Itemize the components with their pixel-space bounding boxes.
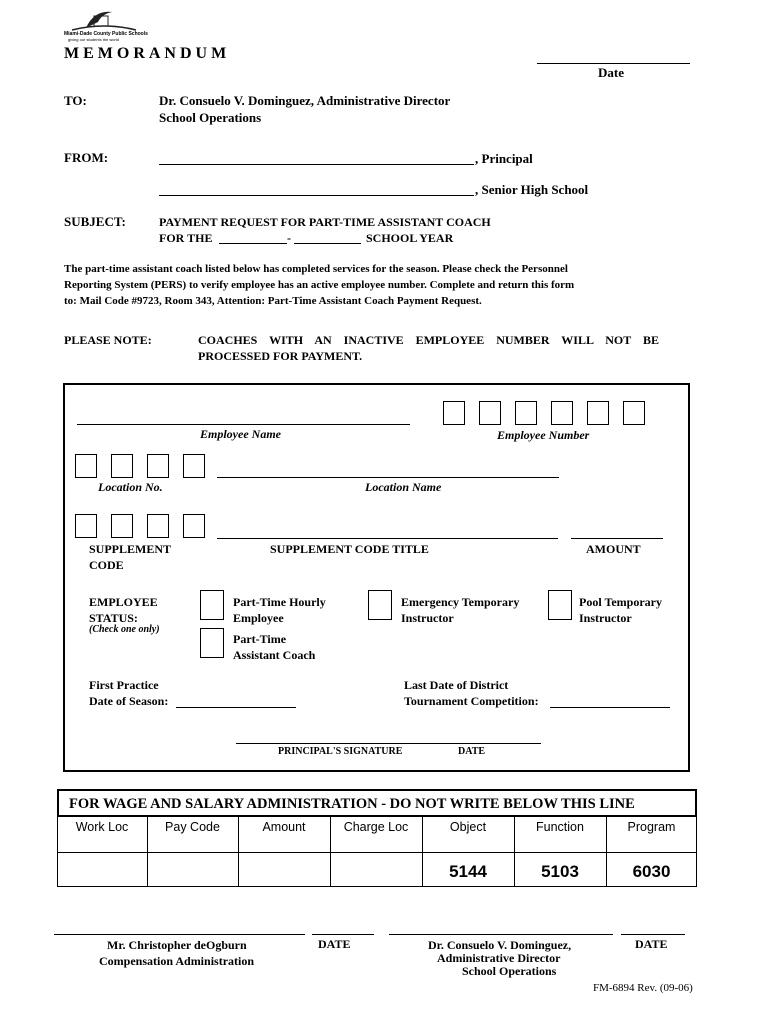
compensation-signature-field[interactable] bbox=[54, 934, 305, 935]
location-no-digit-4[interactable] bbox=[183, 454, 205, 478]
date-label: Date bbox=[598, 65, 624, 80]
part-time-hourly-label-2: Employee bbox=[233, 611, 284, 625]
part-time-assistant-coach-label-2: Assistant Coach bbox=[233, 648, 316, 662]
director-date-label: DATE bbox=[635, 937, 668, 951]
employee-status-hint: (Check one only) bbox=[89, 624, 160, 635]
form-number: FM-6894 Rev. (09-06) bbox=[593, 982, 693, 994]
admin-banner bbox=[57, 789, 697, 817]
subject-for-the: FOR THE bbox=[159, 231, 213, 245]
supplement-code-label: SUPPLEMENT bbox=[89, 542, 172, 556]
admin-cell-object: 5144 bbox=[449, 862, 487, 881]
emergency-temporary-checkbox[interactable] bbox=[368, 590, 392, 620]
amount-label: AMOUNT bbox=[586, 542, 641, 556]
director-signer-name: Dr. Consuelo V. Dominguez, bbox=[428, 938, 572, 952]
school-suffix: , Senior High School bbox=[475, 182, 589, 197]
pool-temporary-checkbox[interactable] bbox=[548, 590, 572, 620]
employee-number-digit-1[interactable] bbox=[443, 401, 465, 425]
employee-number-digit-4[interactable] bbox=[551, 401, 573, 425]
part-time-assistant-coach-checkbox[interactable] bbox=[200, 628, 224, 658]
supplement-code-digit-1[interactable] bbox=[75, 514, 97, 538]
last-date-label-2: Tournament Competition: bbox=[404, 694, 539, 708]
school-year-end-field[interactable] bbox=[294, 243, 361, 244]
admin-col-header-function: Function bbox=[536, 820, 584, 834]
date-line bbox=[537, 63, 690, 64]
supplement-code-label-2: CODE bbox=[89, 558, 124, 572]
school-name-field[interactable] bbox=[159, 195, 474, 196]
admin-cell-amount[interactable] bbox=[238, 862, 330, 886]
supplement-code-digit-3[interactable] bbox=[147, 514, 169, 538]
supplement-title-label: SUPPLEMENT CODE TITLE bbox=[270, 542, 429, 556]
director-signer-department: School Operations bbox=[462, 964, 557, 978]
school-district-logo-icon bbox=[64, 8, 144, 32]
director-signature-field[interactable] bbox=[389, 934, 613, 935]
intro-line3: to: Mail Code #9723, Room 343, Attention: Part-Time Assistant Coach Payment Request. bbox=[64, 295, 482, 307]
admin-banner-text: FOR WAGE AND SALARY ADMINISTRATION - DO NOT WRITE BELOW THIS LINE bbox=[69, 796, 635, 812]
admin-cell-pay-code[interactable] bbox=[147, 862, 238, 886]
to-department: School Operations bbox=[159, 110, 262, 125]
principal-suffix: , Principal bbox=[475, 151, 533, 166]
location-no-digit-3[interactable] bbox=[147, 454, 169, 478]
school-year-suffix: SCHOOL YEAR bbox=[366, 231, 454, 245]
first-practice-label: First Practice bbox=[89, 678, 159, 692]
pool-temporary-label: Pool Temporary bbox=[579, 595, 662, 609]
employee-number-digit-3[interactable] bbox=[515, 401, 537, 425]
first-practice-label-2: Date of Season: bbox=[89, 694, 169, 708]
pool-temporary-label-2: Instructor bbox=[579, 611, 632, 625]
admin-col-header-pay-code: Pay Code bbox=[165, 820, 220, 834]
school-year-start-field[interactable] bbox=[219, 243, 287, 244]
employee-number-digit-2[interactable] bbox=[479, 401, 501, 425]
principal-name-field[interactable] bbox=[159, 164, 474, 165]
emergency-temporary-label: Emergency Temporary bbox=[401, 595, 520, 609]
school-year-dash: - bbox=[287, 231, 291, 245]
from-label: FROM: bbox=[64, 150, 109, 165]
part-time-assistant-coach-label: Part-Time bbox=[233, 632, 287, 646]
admin-cell-work-loc[interactable] bbox=[57, 862, 147, 886]
district-logo bbox=[64, 8, 148, 44]
employee-number-digit-5[interactable] bbox=[587, 401, 609, 425]
emergency-temporary-label-2: Instructor bbox=[401, 611, 454, 625]
part-time-hourly-checkbox[interactable] bbox=[200, 590, 224, 620]
request-form-box bbox=[63, 383, 690, 772]
note-label: PLEASE NOTE: bbox=[64, 333, 152, 347]
employee-status-label-2: STATUS: bbox=[89, 611, 138, 625]
note-line2: PROCESSED FOR PAYMENT. bbox=[198, 349, 363, 363]
part-time-hourly-label: Part-Time Hourly bbox=[233, 595, 326, 609]
supplement-code-digit-2[interactable] bbox=[111, 514, 133, 538]
admin-col-header-amount: Amount bbox=[262, 820, 306, 834]
admin-cell-function: 5103 bbox=[541, 862, 579, 881]
compensation-date-label: DATE bbox=[318, 937, 351, 951]
logo-org-name: Miami-Dade County Public Schools bbox=[64, 31, 148, 37]
page-title: MEMORANDUM bbox=[64, 45, 231, 62]
compensation-date-field[interactable] bbox=[312, 934, 374, 935]
compensation-signer-name: Mr. Christopher deOgburn bbox=[107, 938, 247, 952]
admin-col-header-work-loc: Work Loc bbox=[75, 820, 129, 834]
to-recipient: Dr. Consuelo V. Dominguez, Administrative Director bbox=[159, 93, 451, 108]
principal-signature-date-label: DATE bbox=[458, 746, 486, 757]
admin-col-header-charge-loc: Charge Loc bbox=[343, 820, 409, 834]
supplement-title-field[interactable] bbox=[217, 538, 558, 539]
subject-line1: PAYMENT REQUEST FOR PART-TIME ASSISTANT COACH bbox=[159, 215, 491, 229]
subject-label: SUBJECT: bbox=[64, 214, 126, 229]
location-name-label: Location Name bbox=[365, 480, 442, 494]
location-no-digit-1[interactable] bbox=[75, 454, 97, 478]
admin-cell-charge-loc[interactable] bbox=[330, 862, 422, 886]
compensation-signer-title: Compensation Administration bbox=[99, 954, 255, 968]
last-date-field[interactable] bbox=[550, 707, 670, 708]
principal-signature-label: PRINCIPAL'S SIGNATURE bbox=[278, 746, 403, 757]
first-practice-date-field[interactable] bbox=[176, 707, 296, 708]
location-no-digit-2[interactable] bbox=[111, 454, 133, 478]
employee-number-digit-6[interactable] bbox=[623, 401, 645, 425]
last-date-label: Last Date of District bbox=[404, 678, 509, 692]
intro-line1: The part-time assistant coach listed below has completed services for the season. Please check the Personnel bbox=[64, 263, 568, 275]
employee-status-label: EMPLOYEE bbox=[89, 595, 158, 609]
supplement-code-digit-4[interactable] bbox=[183, 514, 205, 538]
admin-cell-program: 6030 bbox=[632, 862, 671, 881]
logo-tagline: giving our students the world bbox=[68, 37, 119, 42]
admin-col-header-program: Program bbox=[627, 820, 676, 834]
note-line1: COACHES WITH AN INACTIVE EMPLOYEE NUMBER WILL NOT BE bbox=[198, 333, 659, 347]
admin-col-header-object: Object bbox=[449, 820, 487, 834]
employee-number-label: Employee Number bbox=[497, 428, 590, 442]
amount-field[interactable] bbox=[571, 538, 663, 539]
employee-name-label: Employee Name bbox=[200, 427, 281, 441]
principal-signature-field[interactable] bbox=[236, 743, 541, 744]
location-no-label: Location No. bbox=[98, 480, 163, 494]
location-name-field[interactable] bbox=[217, 477, 559, 478]
director-signer-title: Administrative Director bbox=[437, 951, 561, 965]
to-label: TO: bbox=[64, 93, 87, 108]
intro-line2: Reporting System (PERS) to verify employee has an active employee number. Complete and return this form bbox=[64, 279, 575, 291]
director-date-field[interactable] bbox=[621, 934, 685, 935]
employee-name-field[interactable] bbox=[77, 424, 410, 425]
